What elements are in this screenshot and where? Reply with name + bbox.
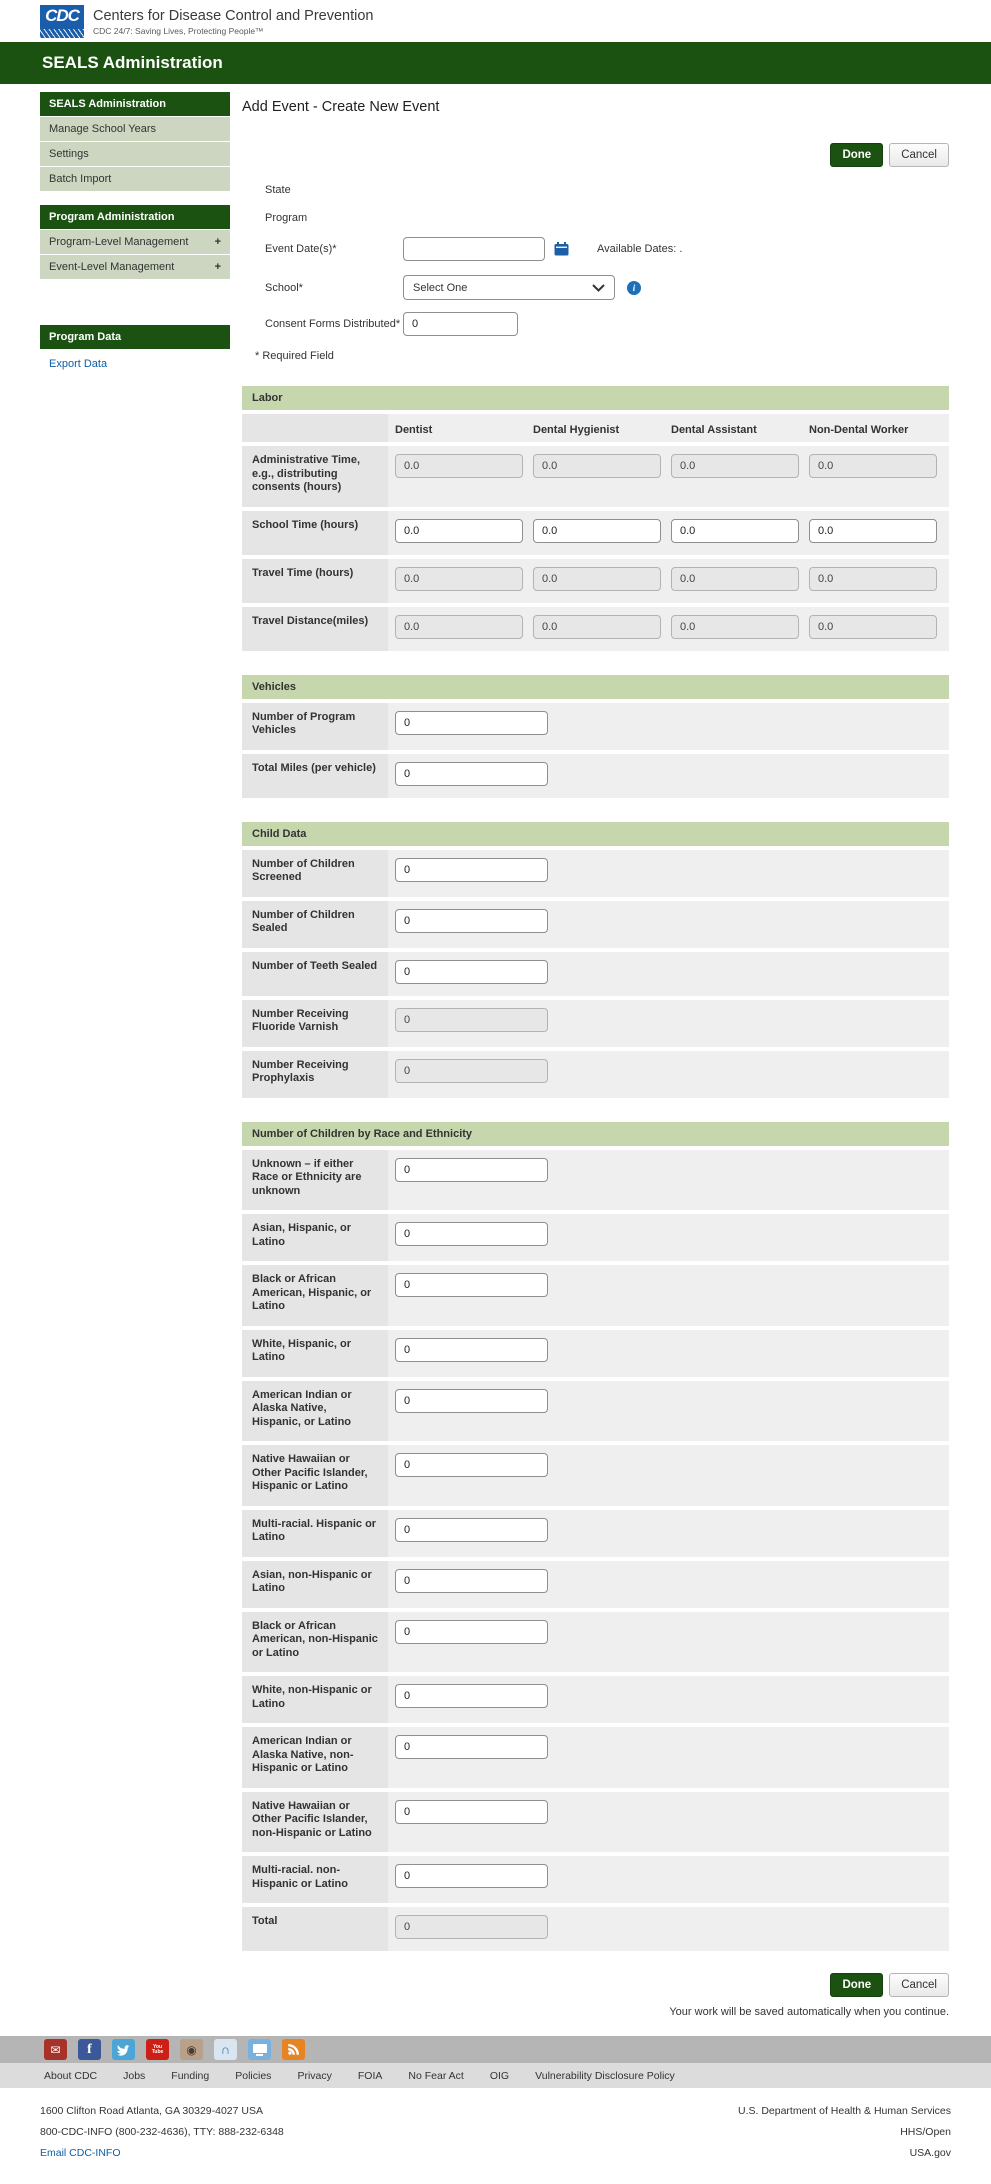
agency-tagline: CDC 24/7: Saving Lives, Protecting People™ bbox=[93, 25, 264, 36]
sidebar-item-label: Event-Level Management bbox=[49, 261, 175, 273]
teeth-sealed-input[interactable] bbox=[395, 960, 548, 984]
table-row-program-vehicles bbox=[242, 703, 949, 750]
row-label: Number of Children Screened bbox=[242, 850, 388, 897]
autosave-note: Your work will be saved automatically when you continue. bbox=[669, 2006, 949, 2018]
sidebar-item-label: Manage School Years bbox=[49, 123, 157, 135]
footer-address: 1600 Clifton Road Atlanta, GA 30329-4027 USA bbox=[40, 2105, 263, 2117]
school-time-hygienist-input[interactable] bbox=[533, 519, 661, 543]
row-label: Native Hawaiian or Other Pacific Islander, non-Hispanic or Latino bbox=[242, 1792, 388, 1853]
school-select-value: Select One bbox=[413, 281, 468, 294]
instagram-icon[interactable]: ◉ bbox=[180, 2039, 203, 2060]
sidebar-item-label: Settings bbox=[49, 148, 89, 160]
sidebar-item-label: Batch Import bbox=[49, 173, 112, 185]
sidebar-item-settings[interactable] bbox=[40, 141, 230, 166]
consent-forms-input[interactable] bbox=[403, 312, 518, 336]
cdc-logo-icon[interactable] bbox=[40, 5, 84, 38]
twitter-icon[interactable] bbox=[112, 2039, 135, 2060]
race-native-hawaiian-hispanic-input[interactable] bbox=[395, 1453, 548, 1477]
footer-email-cdc-info-link[interactable]: Email CDC-INFO bbox=[40, 2147, 121, 2159]
travel-distance-dentist-input bbox=[395, 615, 523, 639]
row-label: Number Receiving Fluoride Varnish bbox=[242, 1000, 388, 1047]
state-label: State bbox=[265, 184, 291, 196]
table-row-white-nonhispanic bbox=[242, 1676, 949, 1723]
chevron-down-icon bbox=[592, 284, 605, 292]
cdc-logo-text: CDC bbox=[45, 6, 79, 25]
sidebar-section-program-admin bbox=[40, 205, 230, 279]
facebook-icon[interactable]: f bbox=[78, 2039, 101, 2060]
travel-time-nondental-input bbox=[809, 567, 937, 591]
children-screened-input[interactable] bbox=[395, 858, 548, 882]
table-row-prophylaxis bbox=[242, 1051, 949, 1098]
podcast-headphones-icon[interactable]: ∩ bbox=[214, 2039, 237, 2060]
footer-link-about-cdc[interactable]: About CDC bbox=[44, 2069, 98, 2082]
labor-col-non-dental-worker: Non-Dental Worker bbox=[809, 424, 909, 436]
race-ethnicity-section bbox=[242, 1122, 949, 1952]
footer-phone: 800-CDC-INFO (800-232-4636), TTY: 888-232-6348 bbox=[40, 2126, 284, 2138]
sidebar-item-label: Program-Level Management bbox=[49, 236, 189, 248]
school-select[interactable] bbox=[403, 275, 615, 300]
row-label: Number Receiving Prophylaxis bbox=[242, 1051, 388, 1098]
social-media-bar bbox=[0, 2036, 991, 2063]
travel-distance-nondental-input bbox=[809, 615, 937, 639]
labor-column-header-row bbox=[242, 414, 949, 442]
fluoride-varnish-input bbox=[395, 1008, 548, 1032]
children-sealed-input[interactable] bbox=[395, 909, 548, 933]
vehicles-section-header: Vehicles bbox=[242, 675, 949, 699]
footer-link-vulnerability-disclosure[interactable]: Vulnerability Disclosure Policy bbox=[535, 2069, 675, 2082]
sidebar-header-program-admin: Program Administration bbox=[40, 205, 230, 229]
admin-time-nondental-input bbox=[809, 454, 937, 478]
sidebar-header-program-data: Program Data bbox=[40, 325, 230, 349]
program-label: Program bbox=[265, 212, 308, 224]
event-dates-label: Event Date(s)* bbox=[265, 243, 337, 255]
page-title: Add Event - Create New Event bbox=[242, 99, 440, 115]
travel-distance-hygienist-input bbox=[533, 615, 661, 639]
footer-link-policies[interactable]: Policies bbox=[235, 2069, 272, 2082]
cancel-button-top[interactable]: Cancel bbox=[889, 143, 949, 167]
race-black-hispanic-input[interactable] bbox=[395, 1273, 548, 1297]
row-label: Administrative Time, e.g., distributing consents (hours) bbox=[242, 446, 388, 507]
table-row-native-hawaiian-hispanic bbox=[242, 1445, 949, 1506]
row-label: School Time (hours) bbox=[242, 511, 388, 555]
row-label: Native Hawaiian or Other Pacific Islander, Hispanic or Latino bbox=[242, 1445, 388, 1506]
cdc-tv-icon[interactable] bbox=[248, 2039, 271, 2060]
race-asian-nonhispanic-input[interactable] bbox=[395, 1569, 548, 1593]
table-row-teeth-sealed bbox=[242, 952, 949, 996]
row-label: Asian, non-Hispanic or Latino bbox=[242, 1561, 388, 1608]
table-row-multiracial-nonhispanic bbox=[242, 1856, 949, 1903]
race-white-nonhispanic-input[interactable] bbox=[395, 1684, 548, 1708]
vehicles-section bbox=[242, 675, 949, 798]
table-row-american-indian-nonhispanic bbox=[242, 1727, 949, 1788]
required-field-note: * Required Field bbox=[255, 350, 334, 362]
table-row-unknown bbox=[242, 1150, 949, 1211]
row-label: Total bbox=[242, 1907, 388, 1951]
footer-hhs-link[interactable]: U.S. Department of Health & Human Services bbox=[737, 2105, 951, 2117]
consent-forms-label: Consent Forms Distributed* bbox=[265, 318, 401, 330]
sidebar-section-program-data bbox=[40, 325, 230, 379]
total-miles-input[interactable] bbox=[395, 762, 548, 786]
main-content bbox=[242, 88, 949, 2018]
table-row-travel-distance bbox=[242, 607, 949, 651]
sidebar-item-batch-import[interactable] bbox=[40, 166, 230, 191]
table-row-total bbox=[242, 1907, 949, 1951]
expand-plus-icon: + bbox=[214, 236, 221, 248]
table-row-asian-hispanic bbox=[242, 1214, 949, 1261]
footer-link-jobs[interactable]: Jobs bbox=[123, 2069, 146, 2082]
table-row-asian-nonhispanic bbox=[242, 1561, 949, 1608]
row-label: Multi-racial. Hispanic or Latino bbox=[242, 1510, 388, 1557]
school-label: School* bbox=[265, 281, 303, 294]
sidebar-header-seals-admin: SEALS Administration bbox=[40, 92, 230, 116]
table-row-administrative-time bbox=[242, 446, 949, 507]
child-data-section-header: Child Data bbox=[242, 822, 949, 846]
table-row-native-hawaiian-nonhispanic bbox=[242, 1792, 949, 1853]
race-ethnicity-section-header: Number of Children by Race and Ethnicity bbox=[242, 1122, 949, 1146]
footer-link-privacy[interactable]: Privacy bbox=[297, 2069, 332, 2082]
footer-hhs-open-link[interactable]: HHS/Open bbox=[900, 2126, 951, 2138]
labor-section bbox=[242, 386, 949, 651]
done-button-top[interactable]: Done bbox=[830, 143, 883, 167]
sidebar-item-program-level-management[interactable] bbox=[40, 229, 230, 254]
table-row-total-miles bbox=[242, 754, 949, 798]
school-time-dentist-input[interactable] bbox=[395, 519, 523, 543]
table-row-black-nonhispanic bbox=[242, 1612, 949, 1673]
child-data-section bbox=[242, 822, 949, 1098]
travel-time-assistant-input bbox=[671, 567, 799, 591]
race-native-hawaiian-nonhispanic-input[interactable] bbox=[395, 1800, 548, 1824]
row-label: Asian, Hispanic, or Latino bbox=[242, 1214, 388, 1261]
sidebar-item-export-data[interactable]: Export Data bbox=[40, 349, 230, 379]
footer-link-foia[interactable]: FOIA bbox=[357, 2069, 383, 2082]
row-label: Travel Time (hours) bbox=[242, 559, 388, 603]
program-vehicles-input[interactable] bbox=[395, 711, 548, 735]
row-label: Multi-racial. non-Hispanic or Latino bbox=[242, 1856, 388, 1903]
email-share-icon[interactable]: ✉ bbox=[44, 2039, 67, 2060]
cancel-button-bottom[interactable]: Cancel bbox=[889, 1973, 949, 1997]
app-title-bar: SEALS Administration bbox=[0, 42, 991, 84]
row-label: White, Hispanic, or Latino bbox=[242, 1330, 388, 1377]
row-label: Number of Program Vehicles bbox=[242, 703, 388, 750]
school-time-assistant-input[interactable] bbox=[671, 519, 799, 543]
prophylaxis-input bbox=[395, 1059, 548, 1083]
labor-section-header: Labor bbox=[242, 386, 949, 410]
row-label: American Indian or Alaska Native, non-Hispanic or Latino bbox=[242, 1727, 388, 1788]
travel-time-dentist-input bbox=[395, 567, 523, 591]
table-row-american-indian-hispanic bbox=[242, 1381, 949, 1442]
footer-link-funding[interactable]: Funding bbox=[171, 2069, 210, 2082]
race-total-input bbox=[395, 1915, 548, 1939]
table-row-multiracial-hispanic bbox=[242, 1510, 949, 1557]
table-row-black-hispanic bbox=[242, 1265, 949, 1326]
table-row-children-sealed bbox=[242, 901, 949, 948]
calendar-icon[interactable] bbox=[554, 242, 569, 256]
race-multiracial-hispanic-input[interactable] bbox=[395, 1518, 548, 1542]
race-white-hispanic-input[interactable] bbox=[395, 1338, 548, 1362]
sidebar-item-manage-school-years[interactable] bbox=[40, 116, 230, 141]
race-unknown-input[interactable] bbox=[395, 1158, 548, 1182]
labor-col-dental-hygienist: Dental Hygienist bbox=[533, 424, 620, 436]
footer-link-oig[interactable]: OIG bbox=[489, 2069, 510, 2082]
row-label: Black or African American, Hispanic, or Latino bbox=[242, 1265, 388, 1326]
table-row-white-hispanic bbox=[242, 1330, 949, 1377]
row-label: Number of Teeth Sealed bbox=[242, 952, 388, 996]
footer-nav bbox=[0, 2063, 991, 2088]
row-label: Number of Children Sealed bbox=[242, 901, 388, 948]
row-label: Unknown – if either Race or Ethnicity are unknown bbox=[242, 1150, 388, 1211]
event-dates-input[interactable] bbox=[403, 237, 545, 261]
done-button-bottom[interactable]: Done bbox=[830, 1973, 883, 1997]
labor-col-dental-assistant: Dental Assistant bbox=[671, 424, 757, 436]
admin-time-dentist-input bbox=[395, 454, 523, 478]
labor-corner-cell bbox=[242, 414, 388, 442]
info-icon[interactable]: i bbox=[627, 281, 641, 295]
sidebar bbox=[40, 88, 230, 379]
row-label: Travel Distance(miles) bbox=[242, 607, 388, 651]
row-label: Black or African American, non-Hispanic or Latino bbox=[242, 1612, 388, 1673]
travel-time-hygienist-input bbox=[533, 567, 661, 591]
race-american-indian-nonhispanic-input[interactable] bbox=[395, 1735, 548, 1759]
expand-plus-icon: + bbox=[214, 261, 221, 273]
sidebar-section-seals-admin bbox=[40, 92, 230, 191]
rss-icon[interactable] bbox=[282, 2039, 305, 2060]
footer-info bbox=[0, 2088, 991, 2184]
race-american-indian-hispanic-input[interactable] bbox=[395, 1389, 548, 1413]
table-row-children-screened bbox=[242, 850, 949, 897]
row-label: White, non-Hispanic or Latino bbox=[242, 1676, 388, 1723]
school-time-nondental-input[interactable] bbox=[809, 519, 937, 543]
footer-link-no-fear-act[interactable]: No Fear Act bbox=[408, 2069, 464, 2082]
admin-time-hygienist-input bbox=[533, 454, 661, 478]
table-row-travel-time bbox=[242, 559, 949, 603]
event-form bbox=[242, 181, 949, 362]
travel-distance-assistant-input bbox=[671, 615, 799, 639]
race-multiracial-nonhispanic-input[interactable] bbox=[395, 1864, 548, 1888]
row-label: American Indian or Alaska Native, Hispanic, or Latino bbox=[242, 1381, 388, 1442]
race-black-nonhispanic-input[interactable] bbox=[395, 1620, 548, 1644]
available-dates-text: Available Dates: . bbox=[597, 243, 683, 255]
row-label: Total Miles (per vehicle) bbox=[242, 754, 388, 798]
admin-time-assistant-input bbox=[671, 454, 799, 478]
table-row-school-time bbox=[242, 511, 949, 555]
table-row-fluoride-varnish bbox=[242, 1000, 949, 1047]
sidebar-item-event-level-management[interactable] bbox=[40, 254, 230, 279]
race-asian-hispanic-input[interactable] bbox=[395, 1222, 548, 1246]
youtube-icon[interactable]: You Tube bbox=[146, 2039, 169, 2060]
agency-name: Centers for Disease Control and Prevention bbox=[93, 7, 374, 24]
labor-col-dentist: Dentist bbox=[395, 424, 433, 436]
site-header bbox=[0, 0, 991, 42]
footer-usagov-link[interactable]: USA.gov bbox=[909, 2147, 951, 2159]
